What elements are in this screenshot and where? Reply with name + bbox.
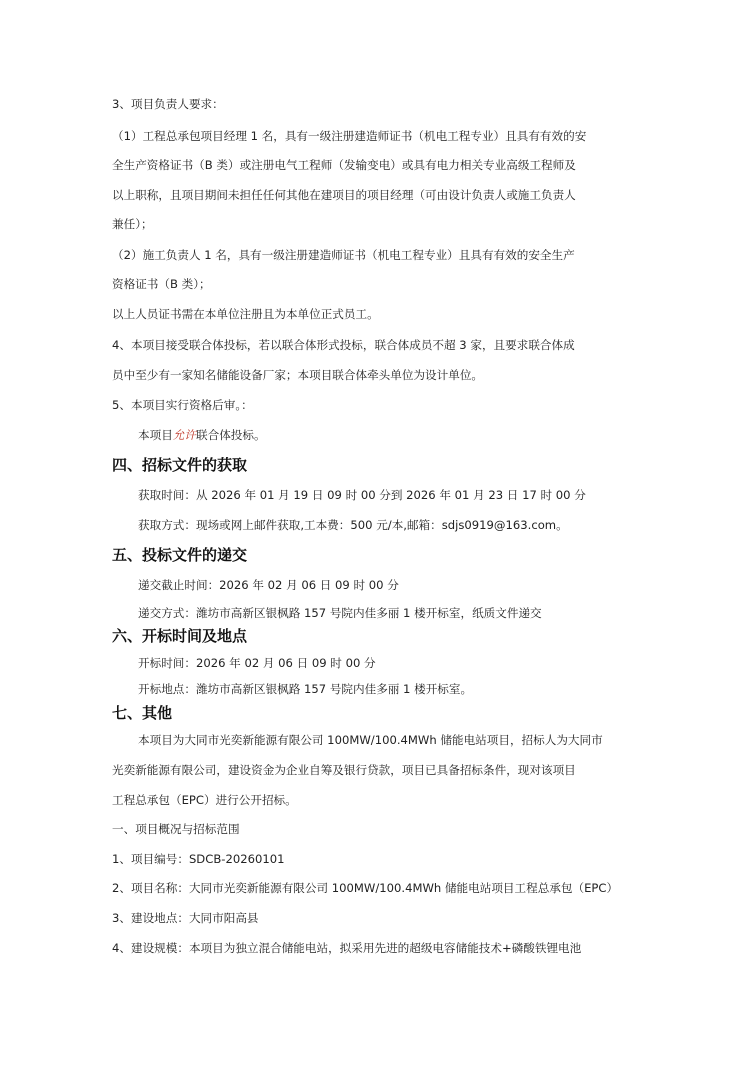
requirement-1-line-1: （1）工程总承包项目经理 1 名，具有一级注册建造师证书（机电工程专业）且具有有效的安	[112, 129, 587, 143]
certificate-note: 以上人员证书需在本单位注册且为本单位正式员工。	[112, 307, 379, 321]
requirement-1-line-3: 以上职称，且项目期间未担任任何其他在建项目的项目经理（可由设计负责人或施工负责人	[112, 188, 576, 202]
heading-bid-docs: 四、招标文件的获取	[112, 456, 248, 474]
overview-title: 一、项目概况与招标范围	[112, 822, 240, 836]
requirement-2-line-2: 资格证书（B 类）；	[112, 277, 211, 291]
acquire-time: 获取时间：从 2026 年 01 月 19 日 09 时 00 分到 2026 年 01 月 23 日 17 时 00 分	[138, 488, 586, 502]
consortium-accept	[138, 427, 266, 443]
heading-other: 七、其他	[112, 704, 173, 722]
section-4-line-2: 员中至少有一家知名储能设备厂家；本项目联合体牵头单位为设计单位。	[112, 368, 484, 382]
other-para-line-3: 工程总承包（EPC）进行公开招标。	[112, 793, 297, 807]
opening-time: 开标时间：2026 年 02 月 06 日 09 时 00 分	[138, 656, 376, 670]
other-para-line-1: 本项目为大同市光奕新能源有限公司 100MW/100.4MWh 储能电站项目，招标人为大同市	[138, 733, 603, 747]
submission-deadline: 递交截止时间：2026 年 02 月 06 日 09 时 00 分	[138, 578, 399, 592]
other-para-line-2: 光奕新能源有限公司，建设资金为企业自筹及银行贷款，项目已具备招标条件，现对该项目	[112, 763, 576, 777]
consortium-accept-emphasis: 允许	[172, 428, 196, 442]
requirement-1-line-2: 全生产资格证书（B 类）或注册电气工程师（发输变电）或具有电力相关专业高级工程师及	[112, 158, 576, 172]
heading-submission: 五、投标文件的递交	[112, 546, 248, 564]
heading-opening: 六、开标时间及地点	[112, 627, 248, 645]
consortium-accept-pre: 本项目	[138, 428, 173, 442]
project-number: 1、项目编号：SDCB-20260101	[112, 852, 285, 866]
section-3-title: 3、项目负责人要求：	[112, 97, 224, 111]
section-5-title: 5、本项目实行资格后审。：	[112, 398, 253, 412]
construction-site: 3、建设地点：大同市阳高县	[112, 911, 259, 925]
construction-scale: 4、建设规模：本项目为独立混合储能电站，拟采用先进的超级电容储能技术+磷酸铁锂电池	[112, 941, 582, 955]
section-4-line-1: 4、本项目接受联合体投标，若以联合体形式投标，联合体成员不超 3 家，且要求联合体成	[112, 338, 575, 352]
requirement-1-line-4: 兼任）；	[112, 217, 153, 231]
project-name: 2、项目名称：大同市光奕新能源有限公司 100MW/100.4MWh 储能电站项目工程总承包（EPC）	[112, 881, 619, 895]
consortium-accept-post: 联合体投标。	[196, 428, 266, 442]
requirement-2-line-1: （2）施工负责人 1 名，具有一级注册建造师证书（机电工程专业）且具有有效的安全生产	[112, 248, 575, 262]
acquire-method: 获取方式：现场或网上邮件获取,工本费：500 元/本,邮箱：sdjs0919@163.com。	[138, 518, 568, 532]
submission-method: 递交方式：潍坊市高新区银枫路 157 号院内佳多丽 1 楼开标室，纸质文件递交	[138, 606, 542, 620]
opening-place: 开标地点：潍坊市高新区银枫路 157 号院内佳多丽 1 楼开标室。	[138, 682, 473, 696]
